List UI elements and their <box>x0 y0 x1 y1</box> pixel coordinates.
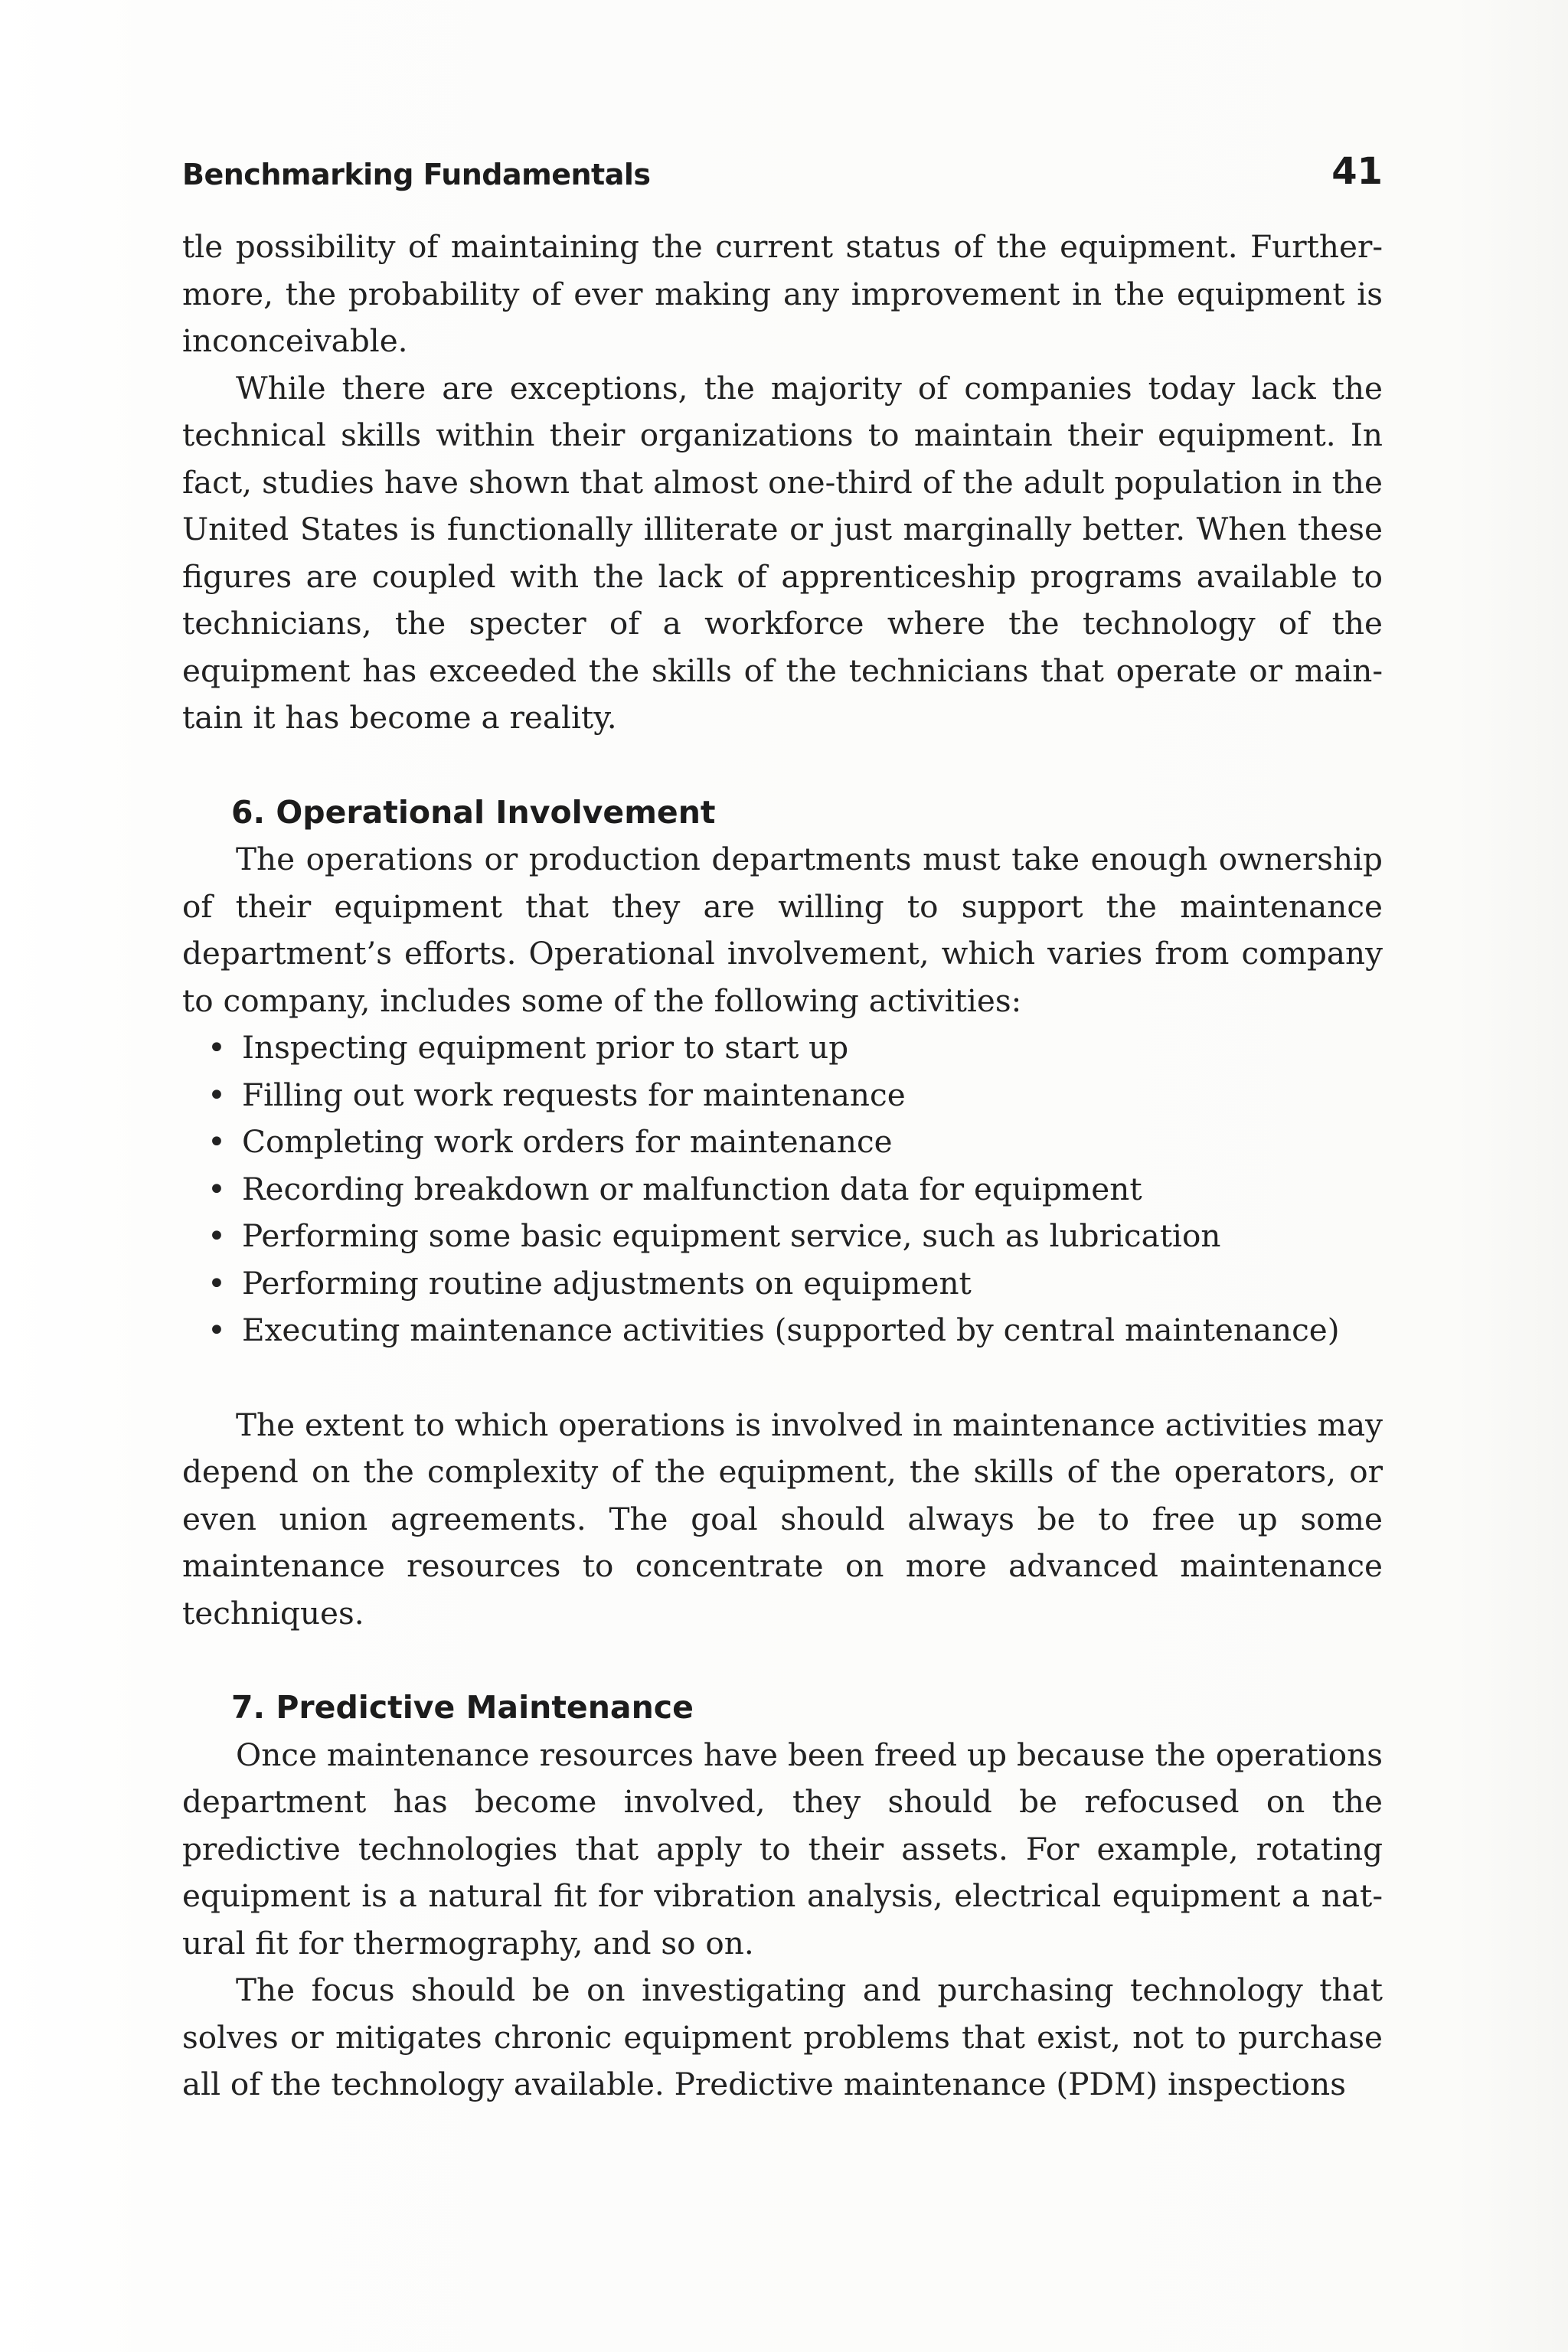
bullet-icon: • <box>207 1170 226 1207</box>
section-heading-operational-involvement: 6. Operational Involvement <box>231 793 716 831</box>
paragraph-predictive-1: Once maintenance resources have been freed up because the operations department has become involved, they should be refocused on the predictive technologies that apply to their assets. For example, rotating equipment is a natural fit for vibration analysis, electrical equipment a natural fit for thermography, and so on. <box>182 1736 1383 1962</box>
list-item-text: Executing maintenance activities (supported by central maintenance) <box>242 1312 1340 1348</box>
section-spacer <box>182 1637 1383 1684</box>
list-item-text: Inspecting equipment prior to start up <box>242 1029 849 1066</box>
page-number: 41 <box>1331 150 1383 193</box>
bullet-icon: • <box>207 1076 226 1113</box>
list-item <box>205 1166 1383 1214</box>
bullet-icon: • <box>207 1312 226 1348</box>
list-item <box>205 1260 1383 1308</box>
list-item <box>205 1119 1383 1166</box>
list-item <box>205 1024 1383 1072</box>
list-item-text: Performing routine adjustments on equipment <box>242 1264 972 1302</box>
list-item-text: Recording breakdown or malfunction data for equipment <box>242 1170 1142 1207</box>
bullet-icon: • <box>207 1123 226 1160</box>
paragraph-technical-skills: While there are exceptions, the majority of companies today lack the technical skills within their organizations to maintain their equipment. In fact, studies have shown that almost one-third of the adult population in the United States is functionally illiterate or just marginally better. When these figures are coupled with the lack of apprenticeship programs available to technicians, the specter of a workforce where the technology of the equipment has exceeded the skills of the technicians that operate or maintain it has become a reality. <box>182 369 1383 736</box>
list-item <box>205 1307 1383 1354</box>
section-heading-predictive-maintenance: 7. Predictive Maintenance <box>231 1689 694 1726</box>
running-head <box>182 150 1383 204</box>
list-item-text: Performing some basic equipment service, such as lubrication <box>242 1217 1221 1254</box>
list-item-text: Filling out work requests for maintenance <box>242 1076 906 1113</box>
bullet-icon: • <box>207 1029 226 1066</box>
paragraph-operational-lead: The operations or production departments must take enough ownership of their equipment that they are willing to support the maintenance department’s efforts. Operational involvement, which varies from company to company, includes some of the following activities: <box>182 841 1383 1019</box>
activities-list <box>182 1024 1383 1354</box>
paragraph-predictive-2: The focus should be on investigating and purchasing technology that solves or mitigates chronic equipment problems that exist, not to purchase all of the technology available. Predictive maintenance (PDM) inspections <box>182 1971 1383 2102</box>
list-spacer <box>182 1354 1383 1402</box>
running-title: Benchmarking Fundamentals <box>182 158 651 191</box>
list-item-text: Completing work orders for maintenance <box>242 1123 893 1160</box>
continuation-paragraph: tle possibility of maintaining the current status of the equipment. Furthermore, the probability of ever making any improvement in the equipment is inconceivable. <box>182 228 1383 359</box>
section-spacer <box>182 742 1383 789</box>
list-item <box>205 1072 1383 1119</box>
paragraph-operational-closing: The extent to which operations is involved in maintenance activities may depend on the complexity of the equipment, the skills of the operators, or even union agreements. The goal should always be to free up some maintenance resources to concentrate on more advanced maintenance techniques. <box>182 1406 1383 1632</box>
body-text <box>182 224 1383 2109</box>
bullet-icon: • <box>207 1217 226 1254</box>
bullet-icon: • <box>207 1264 226 1302</box>
list-item <box>205 1213 1383 1260</box>
